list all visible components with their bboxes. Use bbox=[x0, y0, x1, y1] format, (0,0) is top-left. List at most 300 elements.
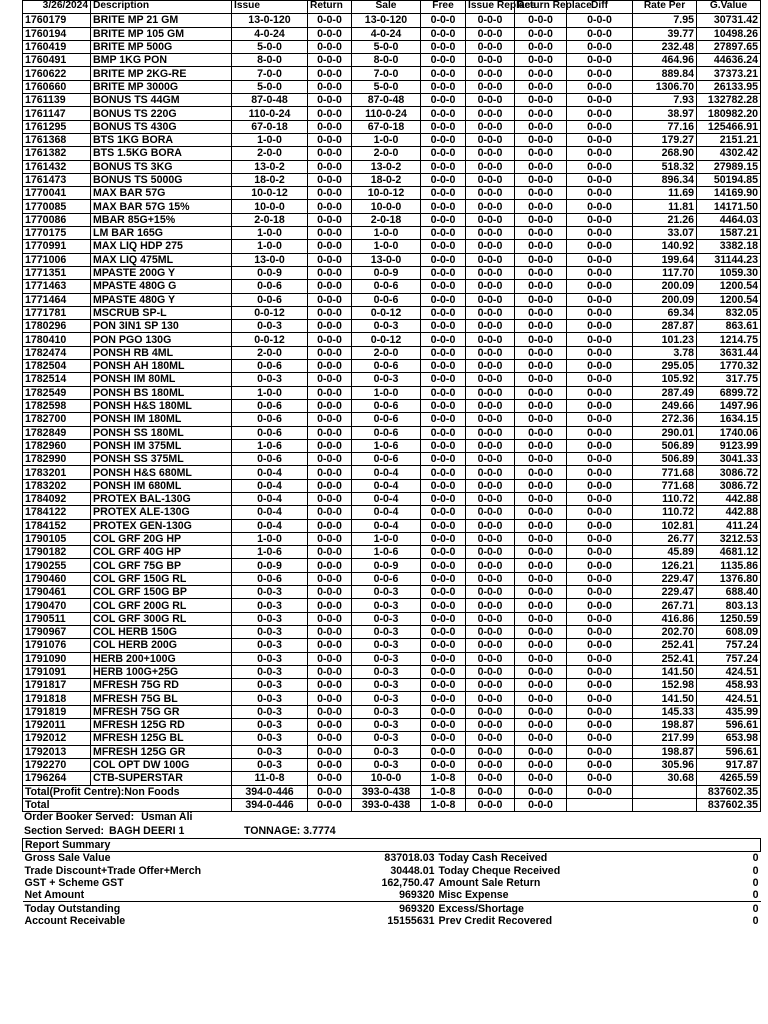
item-issue: 0-0-3 bbox=[232, 639, 308, 652]
item-description: BTS 1KG BORA bbox=[91, 133, 232, 146]
item-return-replace: 0-0-0 bbox=[515, 745, 567, 758]
item-sale: 0-0-3 bbox=[352, 732, 421, 745]
tonnage-label: TONNAGE: bbox=[244, 825, 301, 837]
summary-value: 15155631 bbox=[387, 914, 435, 927]
item-return: 0-0-0 bbox=[308, 399, 352, 412]
col-return: Return bbox=[308, 1, 352, 14]
item-free: 0-0-0 bbox=[421, 360, 466, 373]
item-return-replace: 0-0-0 bbox=[515, 80, 567, 93]
item-issue-replace: 0-0-0 bbox=[466, 546, 515, 559]
item-issue-replace: 0-0-0 bbox=[466, 227, 515, 240]
item-return: 0-0-0 bbox=[308, 572, 352, 585]
grand-total-row bbox=[23, 798, 761, 811]
item-issue-replace: 0-0-0 bbox=[466, 187, 515, 200]
item-issue-replace: 0-0-0 bbox=[466, 67, 515, 80]
item-sale: 8-0-0 bbox=[352, 54, 421, 67]
item-sale: 1-0-6 bbox=[352, 546, 421, 559]
item-free: 0-0-0 bbox=[421, 213, 466, 226]
col-sale: Sale bbox=[352, 1, 421, 14]
item-free: 0-0-0 bbox=[421, 200, 466, 213]
item-code: 1783201 bbox=[23, 466, 91, 479]
item-rate-per: 272.36 bbox=[633, 413, 697, 426]
item-return-replace: 0-0-0 bbox=[515, 639, 567, 652]
item-diff: 0-0-0 bbox=[567, 599, 633, 612]
item-return-replace: 0-0-0 bbox=[515, 665, 567, 678]
item-return-replace: 0-0-0 bbox=[515, 532, 567, 545]
item-diff: 0-0-0 bbox=[567, 373, 633, 386]
table-row bbox=[23, 492, 761, 505]
item-diff: 0-0-0 bbox=[567, 147, 633, 160]
table-row bbox=[23, 639, 761, 652]
item-diff: 0-0-0 bbox=[567, 732, 633, 745]
item-description: BONUS TS 220G bbox=[91, 107, 232, 120]
report-summary bbox=[22, 838, 761, 927]
item-rate-per: 3.78 bbox=[633, 346, 697, 359]
item-description: PONSH H&S 180ML bbox=[91, 399, 232, 412]
item-description: COL GRF 20G HP bbox=[91, 532, 232, 545]
item-return: 0-0-0 bbox=[308, 160, 352, 173]
item-sale: 110-0-24 bbox=[352, 107, 421, 120]
sales-table bbox=[22, 0, 761, 812]
table-row bbox=[23, 40, 761, 53]
summary-right-value: 0 bbox=[752, 914, 759, 927]
table-row bbox=[23, 599, 761, 612]
item-return: 0-0-0 bbox=[308, 227, 352, 240]
item-g-value: 2151.21 bbox=[697, 133, 761, 146]
item-rate-per: 252.41 bbox=[633, 639, 697, 652]
item-g-value: 424.51 bbox=[697, 665, 761, 678]
item-return: 0-0-0 bbox=[308, 665, 352, 678]
table-row bbox=[23, 439, 761, 452]
item-issue-replace: 0-0-0 bbox=[466, 665, 515, 678]
item-description: PONSH RB 4ML bbox=[91, 346, 232, 359]
item-issue: 0-0-3 bbox=[232, 758, 308, 771]
item-diff: 0-0-0 bbox=[567, 253, 633, 266]
item-description: HERB 200+100G bbox=[91, 652, 232, 665]
item-return: 0-0-0 bbox=[308, 426, 352, 439]
item-code: 1784092 bbox=[23, 492, 91, 505]
item-code: 1761368 bbox=[23, 133, 91, 146]
item-return: 0-0-0 bbox=[308, 612, 352, 625]
item-return-replace: 0-0-0 bbox=[515, 506, 567, 519]
profit-centre-total-row bbox=[23, 785, 761, 798]
item-free: 0-0-0 bbox=[421, 692, 466, 705]
item-code: 1782549 bbox=[23, 386, 91, 399]
item-return: 0-0-0 bbox=[308, 360, 352, 373]
item-free: 0-0-0 bbox=[421, 652, 466, 665]
item-rate-per: 179.27 bbox=[633, 133, 697, 146]
grand-free: 1-0-8 bbox=[421, 798, 466, 811]
item-rate-per: 145.33 bbox=[633, 705, 697, 718]
item-description: PONSH IM 80ML bbox=[91, 373, 232, 386]
item-return: 0-0-0 bbox=[308, 253, 352, 266]
item-return-replace: 0-0-0 bbox=[515, 466, 567, 479]
item-code: 1782474 bbox=[23, 346, 91, 359]
item-rate-per: 200.09 bbox=[633, 280, 697, 293]
item-free: 0-0-0 bbox=[421, 559, 466, 572]
grand-diff bbox=[567, 798, 633, 811]
summary-value: 162,750.47 bbox=[381, 877, 435, 890]
item-return-replace: 0-0-0 bbox=[515, 240, 567, 253]
item-g-value: 10498.26 bbox=[697, 27, 761, 40]
item-description: COL GRF 300G RL bbox=[91, 612, 232, 625]
table-row bbox=[23, 612, 761, 625]
item-rate-per: 287.87 bbox=[633, 320, 697, 333]
item-issue: 2-0-18 bbox=[232, 213, 308, 226]
item-sale: 0-0-9 bbox=[352, 559, 421, 572]
item-issue: 2-0-0 bbox=[232, 147, 308, 160]
item-issue: 13-0-2 bbox=[232, 160, 308, 173]
item-diff: 0-0-0 bbox=[567, 227, 633, 240]
item-return-replace: 0-0-0 bbox=[515, 293, 567, 306]
item-return-replace: 0-0-0 bbox=[515, 94, 567, 107]
item-sale: 0-0-6 bbox=[352, 280, 421, 293]
grand-issue: 394-0-446 bbox=[232, 798, 308, 811]
item-issue-replace: 0-0-0 bbox=[466, 27, 515, 40]
item-description: HERB 100G+25G bbox=[91, 665, 232, 678]
total-label: Total(Profit Centre):Non Foods bbox=[23, 785, 232, 798]
table-row bbox=[23, 758, 761, 771]
item-rate-per: 30.68 bbox=[633, 772, 697, 785]
grand-rate bbox=[633, 798, 697, 811]
item-issue: 0-0-4 bbox=[232, 519, 308, 532]
col-rate-per: Rate Per bbox=[633, 1, 697, 14]
item-description: MPASTE 480G G bbox=[91, 280, 232, 293]
item-code: 1784152 bbox=[23, 519, 91, 532]
table-row bbox=[23, 625, 761, 638]
report-date: 3/26/2024 bbox=[23, 1, 91, 14]
item-return: 0-0-0 bbox=[308, 266, 352, 279]
item-return-replace: 0-0-0 bbox=[515, 40, 567, 53]
item-issue: 0-0-6 bbox=[232, 572, 308, 585]
item-rate-per: 199.64 bbox=[633, 253, 697, 266]
item-sale: 0-0-3 bbox=[352, 745, 421, 758]
item-g-value: 3086.72 bbox=[697, 466, 761, 479]
item-return-replace: 0-0-0 bbox=[515, 346, 567, 359]
item-issue-replace: 0-0-0 bbox=[466, 306, 515, 319]
item-free: 0-0-0 bbox=[421, 40, 466, 53]
item-code: 1790105 bbox=[23, 532, 91, 545]
item-code: 1782598 bbox=[23, 399, 91, 412]
item-return: 0-0-0 bbox=[308, 200, 352, 213]
item-free: 0-0-0 bbox=[421, 333, 466, 346]
item-code: 1783202 bbox=[23, 479, 91, 492]
item-description: MAX BAR 57G bbox=[91, 187, 232, 200]
item-g-value: 26133.95 bbox=[697, 80, 761, 93]
item-g-value: 424.51 bbox=[697, 692, 761, 705]
item-diff: 0-0-0 bbox=[567, 506, 633, 519]
item-sale: 18-0-2 bbox=[352, 173, 421, 186]
item-return: 0-0-0 bbox=[308, 320, 352, 333]
item-g-value: 1587.21 bbox=[697, 227, 761, 240]
item-return-replace: 0-0-0 bbox=[515, 333, 567, 346]
summary-row bbox=[23, 915, 761, 927]
summary-label: Net Amount bbox=[23, 889, 223, 902]
item-return-replace: 0-0-0 bbox=[515, 546, 567, 559]
item-diff: 0-0-0 bbox=[567, 333, 633, 346]
item-g-value: 442.88 bbox=[697, 492, 761, 505]
item-issue: 8-0-0 bbox=[232, 54, 308, 67]
item-code: 1771781 bbox=[23, 306, 91, 319]
table-row bbox=[23, 652, 761, 665]
item-issue-replace: 0-0-0 bbox=[466, 612, 515, 625]
item-g-value: 863.61 bbox=[697, 320, 761, 333]
item-description: MFRESH 125G GR bbox=[91, 745, 232, 758]
item-rate-per: 38.97 bbox=[633, 107, 697, 120]
item-issue-replace: 0-0-0 bbox=[466, 40, 515, 53]
item-sale: 13-0-2 bbox=[352, 160, 421, 173]
summary-value: 30448.01 bbox=[390, 864, 435, 877]
item-issue: 0-0-6 bbox=[232, 413, 308, 426]
item-return: 0-0-0 bbox=[308, 519, 352, 532]
item-free: 0-0-0 bbox=[421, 94, 466, 107]
item-sale: 0-0-3 bbox=[352, 758, 421, 771]
item-issue-replace: 0-0-0 bbox=[466, 719, 515, 732]
item-free: 1-0-8 bbox=[421, 772, 466, 785]
item-code: 1796264 bbox=[23, 772, 91, 785]
col-description: Description bbox=[91, 1, 232, 14]
item-diff: 0-0-0 bbox=[567, 772, 633, 785]
item-free: 0-0-0 bbox=[421, 240, 466, 253]
item-free: 0-0-0 bbox=[421, 599, 466, 612]
item-rate-per: 198.87 bbox=[633, 719, 697, 732]
item-sale: 2-0-18 bbox=[352, 213, 421, 226]
item-description: MAX BAR 57G 15% bbox=[91, 200, 232, 213]
item-issue-replace: 0-0-0 bbox=[466, 399, 515, 412]
item-return: 0-0-0 bbox=[308, 213, 352, 226]
item-g-value: 317.75 bbox=[697, 373, 761, 386]
item-rate-per: 506.89 bbox=[633, 439, 697, 452]
table-row bbox=[23, 187, 761, 200]
item-code: 1780410 bbox=[23, 333, 91, 346]
item-return: 0-0-0 bbox=[308, 745, 352, 758]
item-issue: 0-0-12 bbox=[232, 333, 308, 346]
item-issue-replace: 0-0-0 bbox=[466, 373, 515, 386]
item-return: 0-0-0 bbox=[308, 453, 352, 466]
item-code: 1761295 bbox=[23, 120, 91, 133]
item-sale: 0-0-3 bbox=[352, 692, 421, 705]
item-issue-replace: 0-0-0 bbox=[466, 120, 515, 133]
item-return-replace: 0-0-0 bbox=[515, 107, 567, 120]
item-return: 0-0-0 bbox=[308, 705, 352, 718]
item-issue-replace: 0-0-0 bbox=[466, 692, 515, 705]
item-description: BRITE MP 21 GM bbox=[91, 14, 232, 27]
item-description: PROTEX BAL-130G bbox=[91, 492, 232, 505]
item-return: 0-0-0 bbox=[308, 466, 352, 479]
tonnage-line bbox=[244, 825, 336, 837]
item-description: MFRESH 75G BL bbox=[91, 692, 232, 705]
total-sale: 393-0-438 bbox=[352, 785, 421, 798]
item-diff: 0-0-0 bbox=[567, 173, 633, 186]
summary-value: 969320 bbox=[223, 889, 437, 902]
item-return: 0-0-0 bbox=[308, 94, 352, 107]
item-g-value: 4265.59 bbox=[697, 772, 761, 785]
item-issue: 0-0-3 bbox=[232, 599, 308, 612]
item-return: 0-0-0 bbox=[308, 692, 352, 705]
table-row bbox=[23, 426, 761, 439]
item-diff: 0-0-0 bbox=[567, 665, 633, 678]
item-free: 0-0-0 bbox=[421, 266, 466, 279]
item-return-replace: 0-0-0 bbox=[515, 586, 567, 599]
item-code: 1791090 bbox=[23, 652, 91, 665]
item-free: 0-0-0 bbox=[421, 253, 466, 266]
item-issue-replace: 0-0-0 bbox=[466, 466, 515, 479]
item-diff: 0-0-0 bbox=[567, 240, 633, 253]
item-diff: 0-0-0 bbox=[567, 293, 633, 306]
item-sale: 87-0-48 bbox=[352, 94, 421, 107]
report-summary-header bbox=[23, 839, 761, 852]
item-free: 0-0-0 bbox=[421, 54, 466, 67]
item-free: 0-0-0 bbox=[421, 413, 466, 426]
item-rate-per: 102.81 bbox=[633, 519, 697, 532]
item-issue: 1-0-6 bbox=[232, 439, 308, 452]
item-code: 1791818 bbox=[23, 692, 91, 705]
item-rate-per: 11.81 bbox=[633, 200, 697, 213]
item-issue: 0-0-3 bbox=[232, 320, 308, 333]
item-code: 1791076 bbox=[23, 639, 91, 652]
item-issue-replace: 0-0-0 bbox=[466, 293, 515, 306]
table-row bbox=[23, 719, 761, 732]
table-row bbox=[23, 253, 761, 266]
item-rate-per: 21.26 bbox=[633, 213, 697, 226]
item-description: LM BAR 165G bbox=[91, 227, 232, 240]
item-description: BRITE MP 500G bbox=[91, 40, 232, 53]
item-issue-replace: 0-0-0 bbox=[466, 772, 515, 785]
item-rate-per: 518.32 bbox=[633, 160, 697, 173]
item-rate-per: 232.48 bbox=[633, 40, 697, 53]
table-row bbox=[23, 346, 761, 359]
item-free: 0-0-0 bbox=[421, 147, 466, 160]
item-code: 1761139 bbox=[23, 94, 91, 107]
item-return: 0-0-0 bbox=[308, 306, 352, 319]
item-issue-replace: 0-0-0 bbox=[466, 572, 515, 585]
item-g-value: 411.24 bbox=[697, 519, 761, 532]
grand-return-replace: 0-0-0 bbox=[515, 798, 567, 811]
summary-row bbox=[23, 865, 761, 877]
item-g-value: 4302.42 bbox=[697, 147, 761, 160]
item-g-value: 757.24 bbox=[697, 639, 761, 652]
item-g-value: 435.99 bbox=[697, 705, 761, 718]
col-issue: Issue bbox=[232, 1, 308, 14]
item-g-value: 1059.30 bbox=[697, 266, 761, 279]
item-g-value: 653.98 bbox=[697, 732, 761, 745]
item-issue: 1-0-0 bbox=[232, 532, 308, 545]
item-return: 0-0-0 bbox=[308, 373, 352, 386]
item-rate-per: 198.87 bbox=[633, 745, 697, 758]
summary-right-label: Today Cheque Received bbox=[438, 864, 561, 877]
item-description: CTB-SUPERSTAR bbox=[91, 772, 232, 785]
item-g-value: 125466.91 bbox=[697, 120, 761, 133]
item-diff: 0-0-0 bbox=[567, 758, 633, 771]
summary-right-value: 0 bbox=[752, 902, 759, 915]
item-diff: 0-0-0 bbox=[567, 745, 633, 758]
table-row bbox=[23, 506, 761, 519]
item-return: 0-0-0 bbox=[308, 772, 352, 785]
item-sale: 2-0-0 bbox=[352, 147, 421, 160]
item-code: 1792012 bbox=[23, 732, 91, 745]
item-free: 0-0-0 bbox=[421, 386, 466, 399]
table-row bbox=[23, 532, 761, 545]
item-issue-replace: 0-0-0 bbox=[466, 506, 515, 519]
item-sale: 0-0-3 bbox=[352, 639, 421, 652]
item-free: 0-0-0 bbox=[421, 27, 466, 40]
item-free: 0-0-0 bbox=[421, 665, 466, 678]
item-return-replace: 0-0-0 bbox=[515, 386, 567, 399]
item-description: COL GRF 200G RL bbox=[91, 599, 232, 612]
item-rate-per: 217.99 bbox=[633, 732, 697, 745]
item-return-replace: 0-0-0 bbox=[515, 266, 567, 279]
item-g-value: 4681.12 bbox=[697, 546, 761, 559]
item-code: 1760622 bbox=[23, 67, 91, 80]
item-return: 0-0-0 bbox=[308, 506, 352, 519]
summary-right-label: Amount Sale Return bbox=[438, 877, 541, 890]
item-return: 0-0-0 bbox=[308, 27, 352, 40]
item-diff: 0-0-0 bbox=[567, 639, 633, 652]
item-return-replace: 0-0-0 bbox=[515, 599, 567, 612]
item-return-replace: 0-0-0 bbox=[515, 572, 567, 585]
item-issue-replace: 0-0-0 bbox=[466, 213, 515, 226]
table-row bbox=[23, 67, 761, 80]
item-return-replace: 0-0-0 bbox=[515, 772, 567, 785]
item-return-replace: 0-0-0 bbox=[515, 519, 567, 532]
table-row bbox=[23, 705, 761, 718]
col-g-value: G.Value bbox=[697, 1, 761, 14]
item-issue: 1-0-0 bbox=[232, 240, 308, 253]
item-diff: 0-0-0 bbox=[567, 80, 633, 93]
item-issue: 4-0-24 bbox=[232, 27, 308, 40]
item-issue: 0-0-3 bbox=[232, 692, 308, 705]
col-return-replace: Return Replace bbox=[515, 1, 567, 14]
table-row bbox=[23, 227, 761, 240]
item-diff: 0-0-0 bbox=[567, 133, 633, 146]
item-return: 0-0-0 bbox=[308, 586, 352, 599]
item-issue: 1-0-0 bbox=[232, 227, 308, 240]
table-row bbox=[23, 665, 761, 678]
item-rate-per: 295.05 bbox=[633, 360, 697, 373]
item-issue-replace: 0-0-0 bbox=[466, 107, 515, 120]
item-return-replace: 0-0-0 bbox=[515, 612, 567, 625]
item-g-value: 50194.85 bbox=[697, 173, 761, 186]
item-code: 1790461 bbox=[23, 586, 91, 599]
table-row bbox=[23, 54, 761, 67]
item-g-value: 1200.54 bbox=[697, 280, 761, 293]
item-diff: 0-0-0 bbox=[567, 200, 633, 213]
item-diff: 0-0-0 bbox=[567, 67, 633, 80]
item-issue-replace: 0-0-0 bbox=[466, 413, 515, 426]
item-code: 1790255 bbox=[23, 559, 91, 572]
total-free: 1-0-8 bbox=[421, 785, 466, 798]
item-issue: 11-0-8 bbox=[232, 772, 308, 785]
item-sale: 0-0-3 bbox=[352, 652, 421, 665]
item-return: 0-0-0 bbox=[308, 559, 352, 572]
item-rate-per: 7.93 bbox=[633, 94, 697, 107]
item-sale: 4-0-24 bbox=[352, 27, 421, 40]
item-description: BMP 1KG PON bbox=[91, 54, 232, 67]
total-rate bbox=[633, 785, 697, 798]
item-sale: 67-0-18 bbox=[352, 120, 421, 133]
summary-value: 837018.03 bbox=[384, 852, 435, 865]
order-booker-line bbox=[24, 811, 192, 823]
item-rate-per: 7.95 bbox=[633, 14, 697, 27]
summary-label: Trade Discount+Trade Offer+Merch bbox=[24, 864, 202, 877]
table-row bbox=[23, 386, 761, 399]
item-issue-replace: 0-0-0 bbox=[466, 253, 515, 266]
item-rate-per: 305.96 bbox=[633, 758, 697, 771]
item-return: 0-0-0 bbox=[308, 120, 352, 133]
item-g-value: 832.05 bbox=[697, 306, 761, 319]
col-diff: Diff bbox=[567, 1, 633, 14]
item-issue-replace: 0-0-0 bbox=[466, 479, 515, 492]
